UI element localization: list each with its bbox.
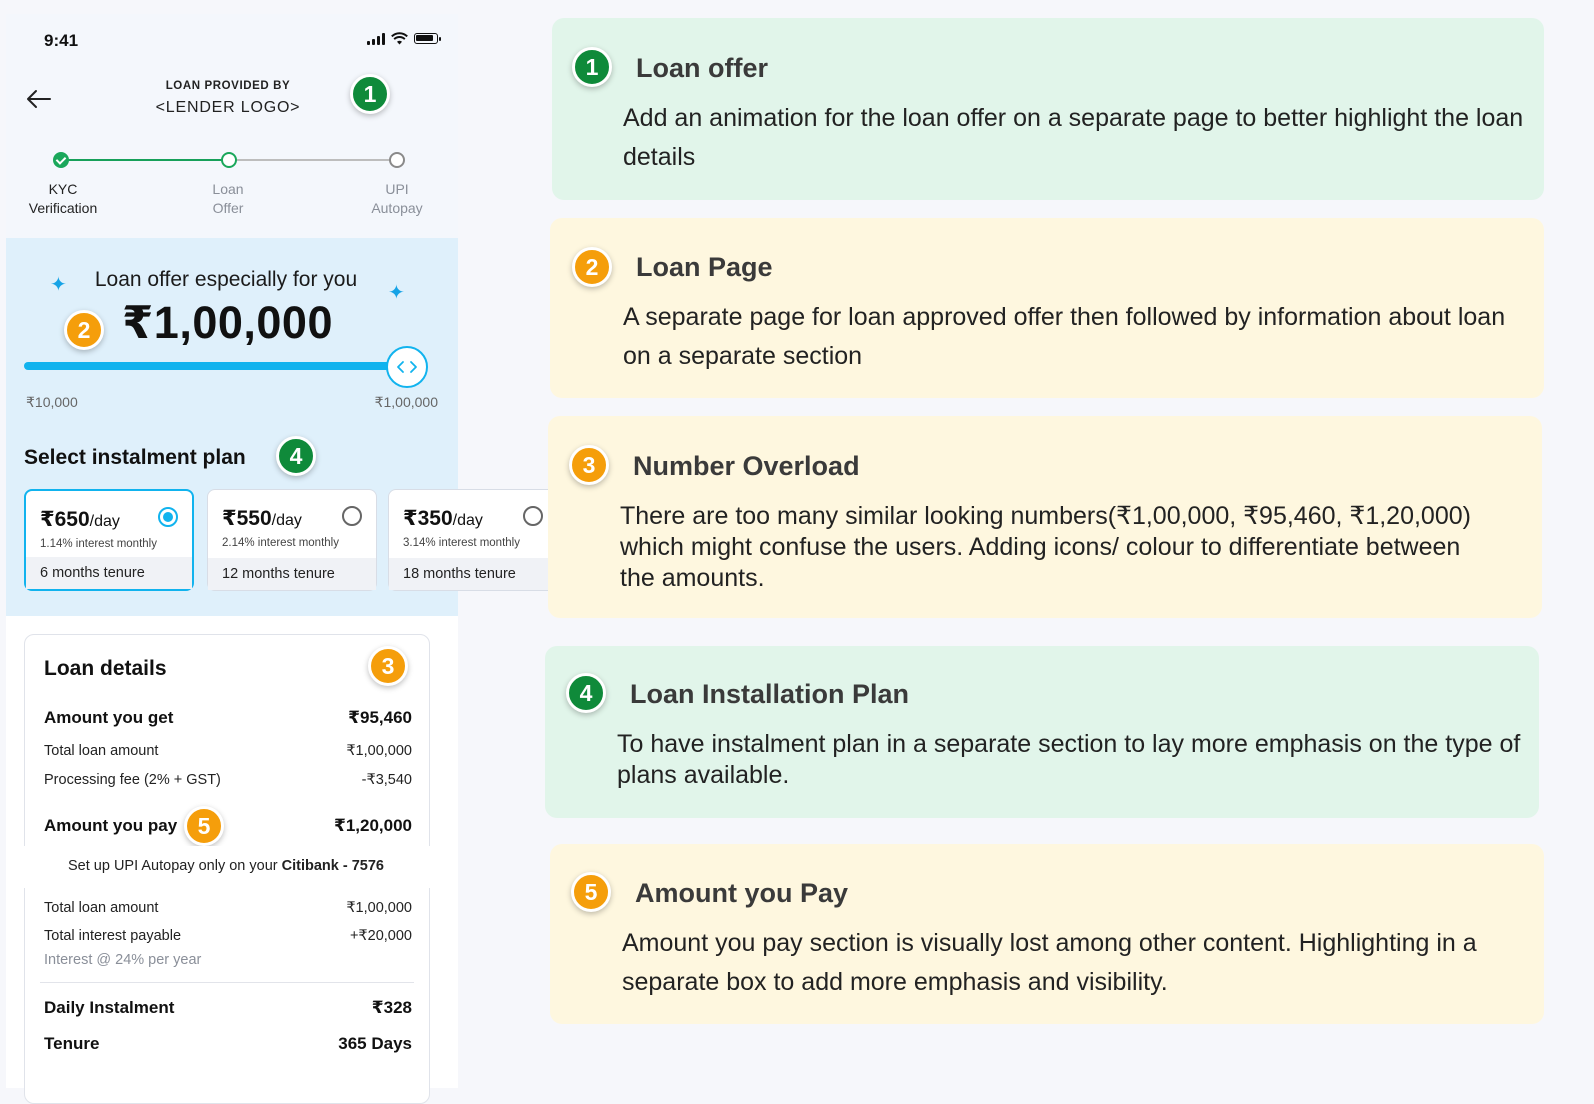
note-body-1: Add an animation for the loan offer on a separate page to better highlight the loan details [623, 104, 1524, 171]
plan-radio[interactable] [523, 506, 543, 526]
status-icons [367, 32, 438, 45]
plan-card-6-months[interactable] [24, 489, 194, 591]
note-title-2: Loan Page [636, 252, 773, 282]
step-kyc-check-icon [53, 152, 69, 168]
step-upi-label: UPI Autopay [371, 181, 423, 216]
tenure-value: 365 Days [338, 1034, 412, 1053]
annotation-badge-3: 3 [368, 646, 408, 686]
processing-fee-label: Processing fee (2% + GST) [44, 772, 221, 788]
amount-you-pay-value: ₹1,20,000 [333, 816, 412, 835]
total-loan-label: Total loan amount [44, 743, 159, 759]
plan-tenure: 6 months tenure [26, 557, 192, 589]
note-badge-5: 5 [571, 872, 611, 912]
stepper-line-complete [68, 159, 228, 161]
note-body-3: There are too many similar looking numbers(₹1,00,000, ₹95,460, ₹1,20,000) which might confuse the users. Adding icons/ colour to differentiate between the amounts. [620, 502, 1471, 592]
back-arrow-icon[interactable] [24, 86, 54, 112]
daily-instalment-value: ₹328 [371, 998, 412, 1017]
sparkle-icon-left: ✦ [50, 274, 67, 296]
total-loan-value-2: ₹1,00,000 [346, 900, 412, 916]
signal-icon [367, 33, 385, 45]
note-badge-1: 1 [572, 47, 612, 87]
plan-tenure: 18 months tenure [389, 558, 557, 590]
note-title-1: Loan offer [636, 53, 768, 83]
plan-price: ₹650/day [40, 508, 120, 531]
annotation-badge-1: 1 [350, 74, 390, 114]
step-upi-dot [389, 152, 405, 168]
loan-offer-amount: ₹1,00,000 [122, 297, 333, 348]
upi-autopay-note: Set up UPI Autopay only on your Citibank - 7576 [68, 858, 384, 874]
plan-interest-rate: 2.14% interest monthly [222, 537, 339, 549]
wifi-icon [391, 32, 408, 45]
total-loan-label-2: Total loan amount [44, 900, 159, 916]
annotation-badge-2: 2 [64, 310, 104, 350]
note-badge-3: 3 [569, 445, 609, 485]
loan-amount-slider-track[interactable] [24, 362, 414, 370]
plan-tenure: 12 months tenure [208, 558, 376, 590]
processing-fee-value: -₹3,540 [361, 772, 412, 788]
step-kyc-label: KYC Verification [28, 181, 98, 216]
note-title-5: Amount you Pay [635, 878, 849, 908]
slider-max-label: ₹1,00,000 [374, 394, 438, 410]
note-body-2: A separate page for loan approved offer then followed by information about loan on a separate section [623, 303, 1506, 370]
total-loan-value: ₹1,00,000 [346, 743, 412, 759]
phone-screen [6, 14, 520, 1088]
note-body-4: To have instalment plan in a separate section to lay more emphasis on the type of plans available. [617, 730, 1521, 789]
note-title-4: Loan Installation Plan [630, 679, 910, 709]
details-divider [40, 982, 414, 983]
plan-card-18-months[interactable] [388, 489, 558, 591]
amount-you-pay-label: Amount you pay [44, 816, 178, 835]
note-badge-2: 2 [572, 247, 612, 287]
plan-radio[interactable] [342, 506, 362, 526]
status-time: 9:41 [44, 31, 79, 50]
loan-offer-title: Loan offer especially for you [94, 268, 358, 291]
slider-min-label: ₹10,000 [26, 394, 78, 410]
plan-price: ₹350/day [403, 507, 483, 530]
loan-provided-by-label: LOAN PROVIDED BY [165, 80, 291, 92]
note-badge-4: 4 [566, 673, 606, 713]
sparkle-icon-right: ✦ [388, 282, 405, 304]
note-title-3: Number Overload [633, 451, 860, 481]
total-interest-value: +₹20,000 [349, 928, 412, 944]
plan-interest-rate: 3.14% interest monthly [403, 537, 520, 549]
plan-price: ₹550/day [222, 507, 302, 530]
annotation-badge-4: 4 [276, 436, 316, 476]
annotation-badge-5: 5 [184, 806, 224, 846]
battery-icon [414, 33, 438, 44]
total-interest-label: Total interest payable [44, 928, 182, 944]
interest-rate-note: Interest @ 24% per year [44, 952, 202, 968]
tenure-label: Tenure [44, 1034, 100, 1053]
loan-details-title: Loan details [44, 657, 167, 680]
note-body-5: Amount you pay section is visually lost among other content. Highlighting in a separate box to add more emphasis and visibility. [622, 929, 1477, 996]
lender-logo-placeholder: <LENDER LOGO> [155, 99, 301, 116]
plan-radio-selected[interactable] [158, 507, 178, 527]
chevrons-left-right-icon [396, 360, 418, 374]
step-loan-offer-dot [221, 152, 237, 168]
plan-interest-rate: 1.14% interest monthly [40, 538, 157, 550]
loan-amount-slider-thumb[interactable] [386, 346, 428, 388]
instalment-plan-heading: Select instalment plan [24, 446, 246, 469]
amount-you-get-value: ₹95,460 [348, 708, 412, 727]
plan-card-12-months[interactable] [207, 489, 377, 591]
step-loan-offer-label: Loan Offer [212, 181, 244, 216]
stepper-line-pending [236, 159, 396, 161]
amount-you-get-label: Amount you get [44, 708, 174, 727]
daily-instalment-label: Daily Instalment [44, 998, 175, 1017]
